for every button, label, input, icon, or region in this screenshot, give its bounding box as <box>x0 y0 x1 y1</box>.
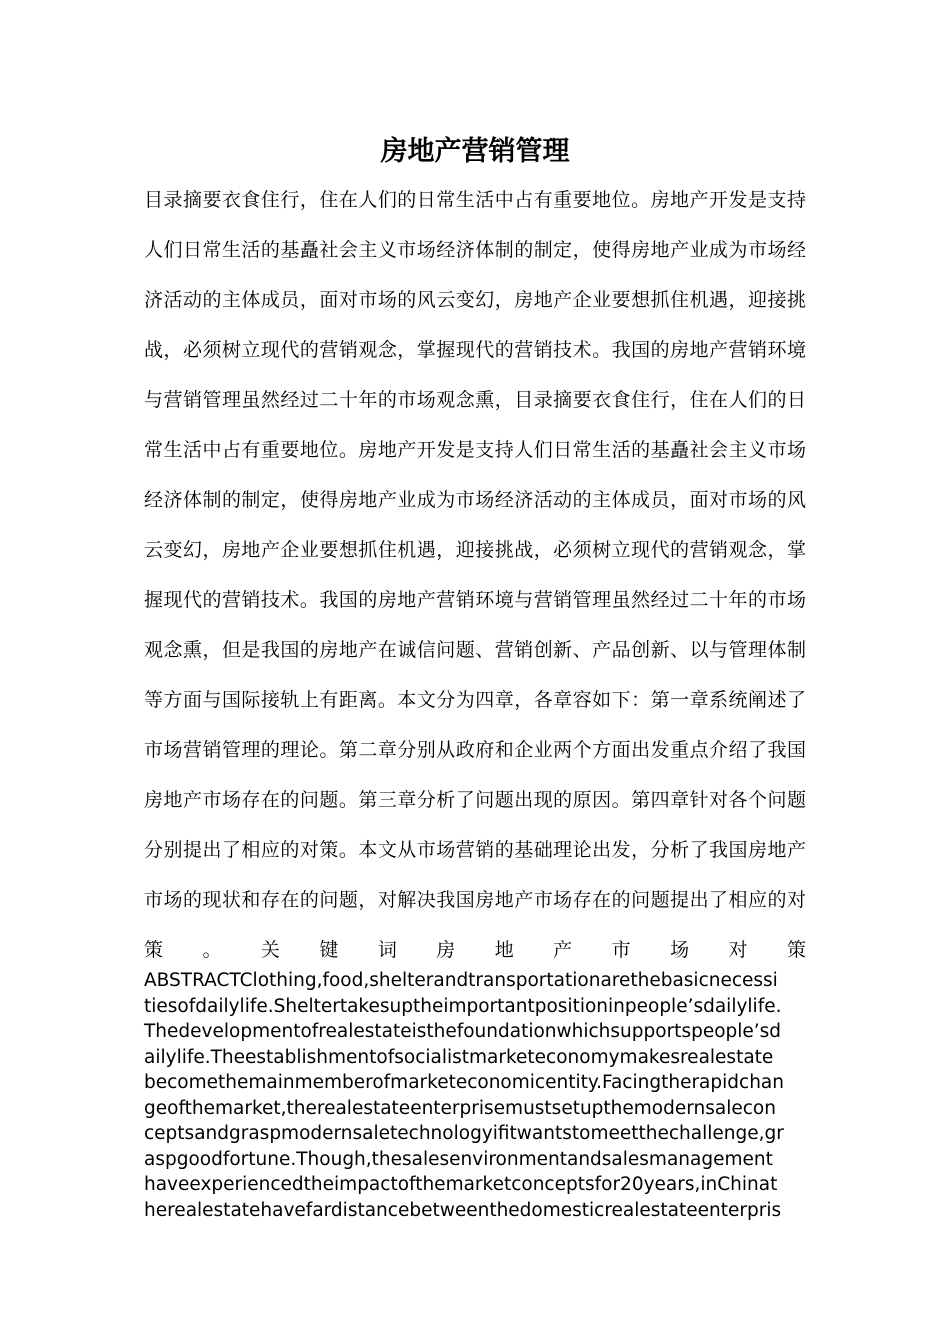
english-line-4: ailylife.Theestablishmentofsocialistmarketeconomymakesrealestate <box>144 1046 774 1068</box>
chinese-line-14: 分别提出了相应的对策。本文从市场营销的基础理论出发，分析了我国房地产 <box>144 839 806 861</box>
chinese-char: 房 <box>436 939 456 961</box>
chinese-line-15: 市场的现状和存在的问题，对解决我国房地产市场存在的问题提出了相应的对 <box>144 889 806 911</box>
chinese-line-10: 观念熏，但是我国的房地产在诚信问题、营销创新、产品创新、以与管理体制 <box>144 639 806 661</box>
chinese-line-12: 市场营销管理的理论。第二章分别从政府和企业两个方面出发重点介绍了我国 <box>144 739 806 761</box>
chinese-line-3: 济活动的主体成员，面对市场的风云变幻，房地产企业要想抓住机遇，迎接挑 <box>144 289 806 311</box>
chinese-line-8: 云变幻，房地产企业要想抓住机遇，迎接挑战，必须树立现代的营销观念，掌 <box>144 539 806 561</box>
chinese-char: 市 <box>611 939 631 961</box>
chinese-line-9: 握现代的营销技术。我国的房地产营销环境与营销管理虽然经过二十年的市场 <box>144 589 806 611</box>
chinese-char: 策 <box>786 939 806 961</box>
chinese-char: 关 <box>260 939 280 961</box>
chinese-line-6: 常生活中占有重要地位。房地产开发是支持人们日常生活的基矗社会主义市场 <box>144 439 806 461</box>
chinese-line-7: 经济体制的制定，使得房地产业成为市场经济活动的主体成员，面对市场的风 <box>144 489 806 511</box>
chinese-char: 。 <box>202 939 222 961</box>
chinese-char: 对 <box>728 939 748 961</box>
chinese-char: 地 <box>494 939 514 961</box>
english-line-3: Thedevelopmentofrealestateisthefoundationwhichsupportspeople’sd <box>144 1021 782 1042</box>
chinese-line-4: 战，必须树立现代的营销观念，掌握现代的营销技术。我国的房地产营销环境 <box>144 339 806 361</box>
chinese-char: 产 <box>553 939 573 961</box>
english-line-2: tiesofdailylife.Sheltertakesuptheimportantpositioninpeople’sdailylife. <box>144 995 782 1017</box>
chinese-char: 策 <box>144 939 164 961</box>
english-line-9: haveexperiencedtheimpactofthemarketconceptsfor20years,inChinat <box>144 1174 778 1195</box>
chinese-line-11: 等方面与国际接轨上有距离。本文分为四章，各章容如下：第一章系统阐述了 <box>144 689 806 711</box>
chinese-char: 词 <box>377 939 397 961</box>
english-line-1: ABSTRACTClothing,food,shelterandtransportationarethebasicnecessi <box>144 970 778 991</box>
english-abstract <box>144 968 806 1223</box>
english-line-7: ceptsandgraspmodernsaletechnologyifitwantstomeetthechallenge,gr <box>144 1123 784 1144</box>
document-title: 房地产营销管理 <box>380 136 570 167</box>
chinese-line-1: 目录摘要衣食住行，住在人们的日常生活中占有重要地位。房地产开发是支持 <box>144 189 806 211</box>
english-line-8: aspgoodfortune.Though,thesalesenvironmentandsalesmanagement <box>144 1148 773 1170</box>
chinese-char: 键 <box>319 939 339 961</box>
chinese-line-13: 房地产市场存在的问题。第三章分析了问题出现的原因。第四章针对各个问题 <box>144 789 806 811</box>
chinese-line-2: 人们日常生活的基矗社会主义市场经济体制的制定，使得房地产业成为市场经 <box>144 239 806 261</box>
english-line-6: geofthemarket,therealestateenterprisemustsetupthemodernsalecon <box>144 1097 776 1119</box>
chinese-char: 场 <box>670 939 690 961</box>
english-line-5: becomethemainmemberofmarketeconomicentity.Facingtherapidchan <box>144 1072 784 1093</box>
chinese-line-5: 与营销管理虽然经过二十年的市场观念熏，目录摘要衣食住行，住在人们的日 <box>144 389 806 411</box>
chinese-abstract <box>144 175 806 975</box>
english-line-10: herealestatehavefardistancebetweenthedomesticrealestateenterpris <box>144 1199 782 1221</box>
